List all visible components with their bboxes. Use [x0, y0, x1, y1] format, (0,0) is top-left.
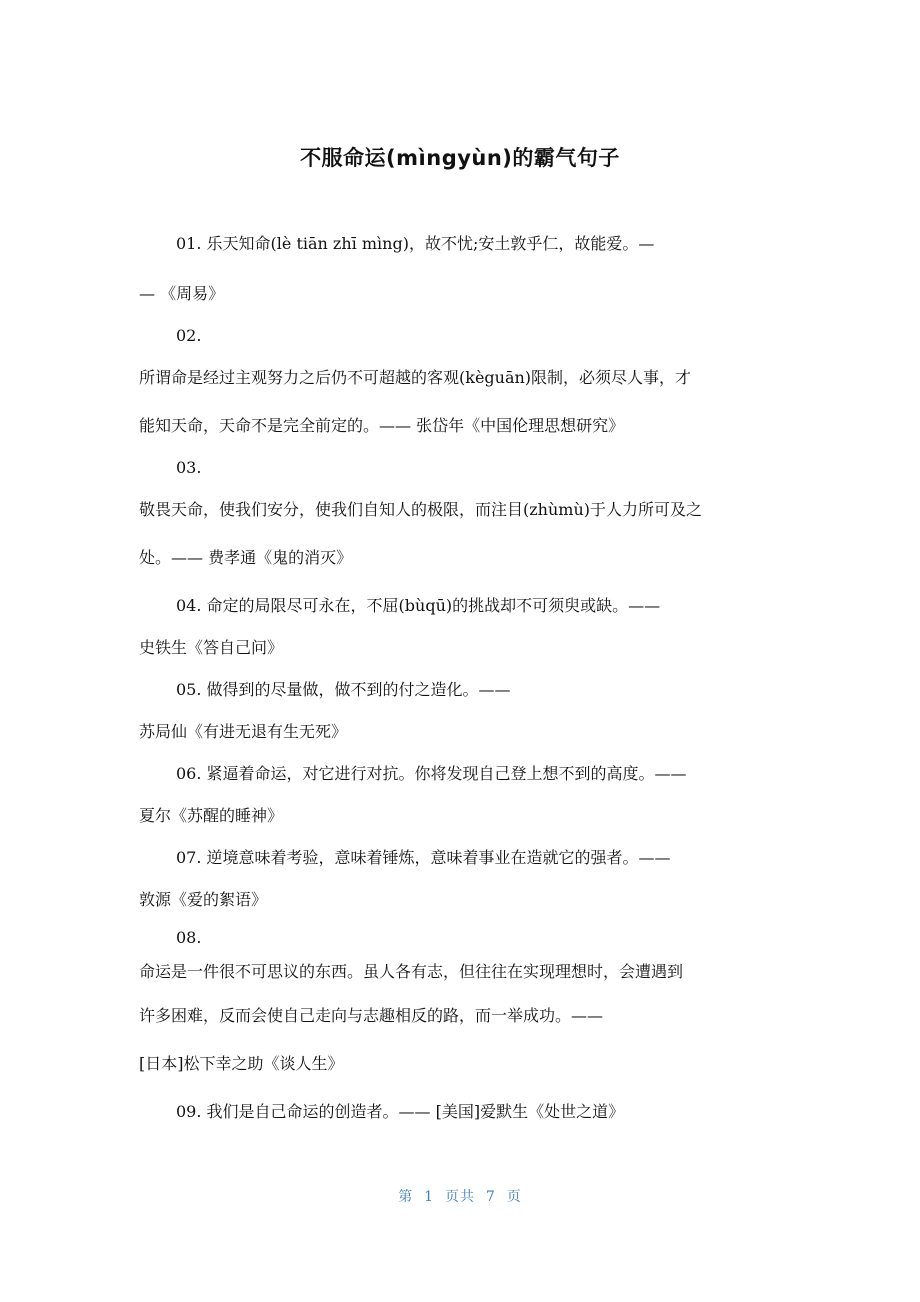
quote-08-number: 08. — [176, 928, 202, 947]
quote-04-line-2: 史铁生《答自己问》 — [139, 638, 284, 657]
quote-07-line-2: 敦源《爱的絮语》 — [139, 890, 268, 909]
quote-05-line-2: 苏局仙《有进无退有生无死》 — [139, 722, 348, 741]
quote-03-line-1: 敬畏天命，使我们安分，使我们自知人的极限，而注目(zhùmù)于人力所可及之 — [139, 500, 703, 519]
quote-06-line-1: 06. 紧逼着命运，对它进行对抗。你将发现自己登上想不到的高度。—— — [176, 764, 687, 783]
quote-01-line-1: 01. 乐天知命(lè tiān zhī mìng)，故不忧;安土敦乎仁，故能爱。— — [176, 234, 655, 253]
quote-04-line-1: 04. 命定的局限尽可永在，不屈(bùqū)的挑战却不可须臾或缺。—— — [176, 596, 661, 615]
quote-01-line-2: — 《周易》 — [139, 284, 225, 303]
quote-02-number: 02. — [176, 326, 202, 345]
quote-08-line-2: 许多困难，反而会使自己走向与志趣相反的路，而一举成功。—— — [139, 1006, 604, 1025]
quote-02-line-2: 能知天命，天命不是完全前定的。—— 张岱年《中国伦理思想研究》 — [139, 416, 625, 435]
page-number-footer: 第 1 页共 7 页 — [398, 1189, 522, 1205]
quote-08-line-1: 命运是一件很不可思议的东西。虽人各有志，但往往在实现理想时，会遭遇到 — [139, 962, 684, 981]
quote-06-line-2: 夏尔《苏醒的睡神》 — [139, 806, 284, 825]
quote-08-line-3: [日本]松下幸之助《谈人生》 — [139, 1054, 344, 1073]
document-title: 不服命运(mìngyùn)的霸气句子 — [300, 146, 620, 170]
quote-02-line-1: 所谓命是经过主观努力之后仍不可超越的客观(kèguān)限制，必须尽人事，才 — [139, 368, 692, 387]
quote-03-line-2: 处。—— 费孝通《鬼的消灭》 — [139, 548, 353, 567]
quote-03-number: 03. — [176, 458, 202, 477]
quote-09-line-1: 09. 我们是自己命运的创造者。—— [美国]爱默生《处世之道》 — [176, 1102, 625, 1121]
quote-07-line-1: 07. 逆境意味着考验，意味着锤炼，意味着事业在造就它的强者。—— — [176, 848, 671, 867]
quote-05-line-1: 05. 做得到的尽量做，做不到的付之造化。—— — [176, 680, 511, 699]
